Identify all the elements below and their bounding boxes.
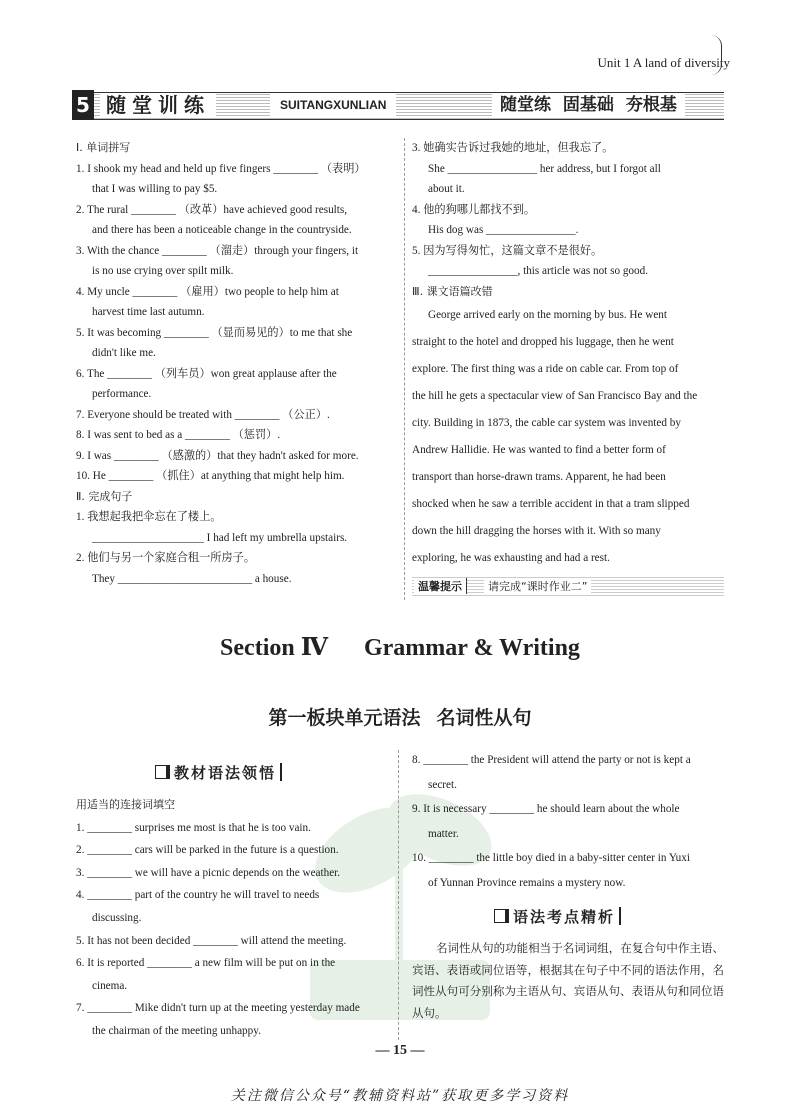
tip-text: 请完成“课时作业二” (484, 578, 591, 594)
part3-heading: Ⅲ. 课文语篇改错 (412, 284, 493, 298)
part2-line: They ________________________ a house. (92, 572, 292, 585)
passage-line: exploring, he was exhausting and had a rest. (412, 552, 610, 564)
part1-line: performance. (92, 388, 152, 400)
banner-title: 随堂训练 (100, 93, 216, 117)
right-column (412, 138, 724, 572)
passage-line: Andrew Hallidie. He was wanted to find a better form of (412, 444, 666, 456)
analysis-box-title: 语法考点精析 (513, 908, 616, 926)
part2-line: 1. 我想起我把伞忘在了楼上。 (76, 511, 222, 523)
part1-line: 9. I was ________ （感激的）that they hadn't asked for more. (76, 449, 359, 462)
part2-heading: Ⅱ. 完成句子 (76, 489, 133, 503)
part2-line: 5. 因为写得匆忙，这篇文章不是很好。 (412, 244, 603, 257)
analysis-paragraph: 名词性从句的功能相当于名词词组，在复合句中作主语、宾语、表语或同位语等，根据其在句子中不同的语法作用，名词性从句可分别称为主语从句、宾语从句、表语从句和同位语从句。 (412, 941, 724, 1020)
banner-subtitle: SUITANGXUNLIAN (270, 94, 396, 116)
box-icon (155, 765, 170, 779)
passage-line: George arrived early on the morning by bus. He went (428, 309, 668, 321)
part2-line: 2. 他们与另一个家庭合租一所房子。 (76, 552, 256, 564)
grammar-item: 1. ________ surprises me most is that he is too vain. (76, 821, 311, 834)
grammar-item: 7. ________ Mike didn't turn up at the meeting yesterday made (76, 1002, 360, 1015)
part1-line: and there has been a noticeable change in the countryside. (92, 224, 352, 236)
analysis-box-heading (494, 906, 621, 927)
grammar-item: 4. ________ part of the country he will travel to needs (76, 889, 320, 902)
grammar-item: discussing. (92, 911, 142, 924)
grammar-item: 2. ________ cars will be parked in the future is a question. (76, 844, 339, 857)
section-title (0, 632, 800, 662)
subsection-title (0, 703, 800, 730)
passage-line: down the hill dragging the horses with it. With so many (412, 525, 661, 537)
column-divider (398, 750, 399, 1040)
part1-line: 7. Everyone should be treated with ________ （公正）. (76, 408, 330, 421)
banner-number: 5 (72, 90, 94, 120)
bar-decoration (619, 907, 621, 925)
banner-slogan: 随堂练 固基础 夯根基 (492, 93, 685, 117)
part1-line: harvest time last autumn. (92, 306, 205, 318)
part3-passage (412, 302, 724, 572)
left-column (76, 138, 388, 589)
grammar-item: 6. It is reported ________ a new film will be put on in the (76, 957, 336, 970)
grammar-right-column (412, 748, 724, 895)
grammar-item: of Yunnan Province remains a mystery now. (428, 876, 626, 889)
grammar-box-heading (155, 762, 282, 783)
grammar-item: secret. (428, 778, 457, 791)
part1-line: 3. With the chance ________ （溜走）through your fingers, it (76, 244, 359, 257)
bar-decoration (280, 763, 282, 781)
passage-line: shocked when he saw a terrible accident in that a tram slipped (412, 498, 690, 510)
passage-line: city. Building in 1873, the cable car system was invented by (412, 417, 681, 429)
part2-line: ____________________ I had left my umbrella upstairs. (92, 531, 348, 544)
grammar-item: the chairman of the meeting unhappy. (92, 1024, 261, 1037)
grammar-item: 9. It is necessary ________ he should learn about the whole (412, 803, 680, 815)
part2-line: ________________, this article was not so good. (428, 265, 649, 277)
unit-title: Unit 1 A land of diversity (597, 55, 730, 70)
subsection-part: 第一板块单元语法 (268, 707, 421, 729)
part1-line: 5. It was becoming ________ （显而易见的）to me that she (76, 326, 353, 339)
part1-line: 4. My uncle ________ （雇用）two people to help him at (76, 285, 339, 298)
section-number: Section Ⅳ (220, 635, 328, 661)
part1-line: that I was willing to pay $5. (92, 183, 218, 195)
part2-line: 4. 他的狗哪儿都找不到。 (412, 203, 536, 216)
footer-note: 关注微信公众号“教辅资料站”获取更多学习资料 (230, 1088, 570, 1104)
grammar-item: 8. ________ the President will attend the party or not is kept a (412, 754, 691, 766)
subsection-topic: 名词性从句 (436, 707, 532, 729)
part1-line: 1. I shook my head and held up five fingers ________ （表明） (76, 162, 366, 175)
part1-heading: Ⅰ. 单词拼写 (76, 141, 131, 154)
bracket-decoration (711, 35, 722, 75)
grammar-item: 10. ________ the little boy died in a baby-sitter center in Yuxi (412, 852, 690, 864)
section-name: Grammar & Writing (363, 635, 580, 661)
grammar-instruction: 用适当的连接词填空 (76, 798, 175, 811)
part1-line: 6. The ________ （列车员）won great applause after the (76, 367, 337, 380)
part1-line: didn't like me. (92, 347, 156, 359)
grammar-item: matter. (428, 827, 459, 840)
column-divider (404, 138, 405, 600)
part1-line: 2. The rural ________ （改革）have achieved good results, (76, 203, 348, 216)
passage-line: explore. The first thing was a ride on cable car. From top of (412, 363, 679, 375)
grammar-item: 3. ________ we will have a picnic depends on the weather. (76, 866, 341, 879)
grammar-box-title: 教材语法领悟 (174, 764, 277, 782)
passage-line: the hill he gets a spectacular view of San Francisco Bay and the (412, 390, 698, 402)
passage-line: transport than horse-drawn trams. Apparent, he had been (412, 471, 666, 483)
part2-line: His dog was ________________. (428, 224, 579, 236)
part2-line: 3. 她确实告诉过我她的地址，但我忘了。 (412, 142, 614, 154)
tip-label: 温馨提示 (414, 578, 467, 594)
passage-line: straight to the hotel and dropped his luggage, then he went (412, 336, 674, 348)
part1-line: 10. He ________ （抓住）at anything that might help him. (76, 470, 345, 482)
grammar-item: cinema. (92, 979, 128, 992)
box-icon (494, 909, 509, 923)
part1-line: is no use crying over spilt milk. (92, 265, 234, 277)
part2-line: She ________________ her address, but I forgot all (428, 162, 661, 175)
grammar-left-column (76, 794, 388, 1043)
part1-line: 8. I was sent to bed as a ________ （惩罚）. (76, 429, 281, 441)
page-number: — 15 — (375, 1043, 425, 1058)
part2-line: about it. (428, 183, 465, 195)
grammar-item: 5. It has not been decided ________ will attend the meeting. (76, 934, 347, 947)
